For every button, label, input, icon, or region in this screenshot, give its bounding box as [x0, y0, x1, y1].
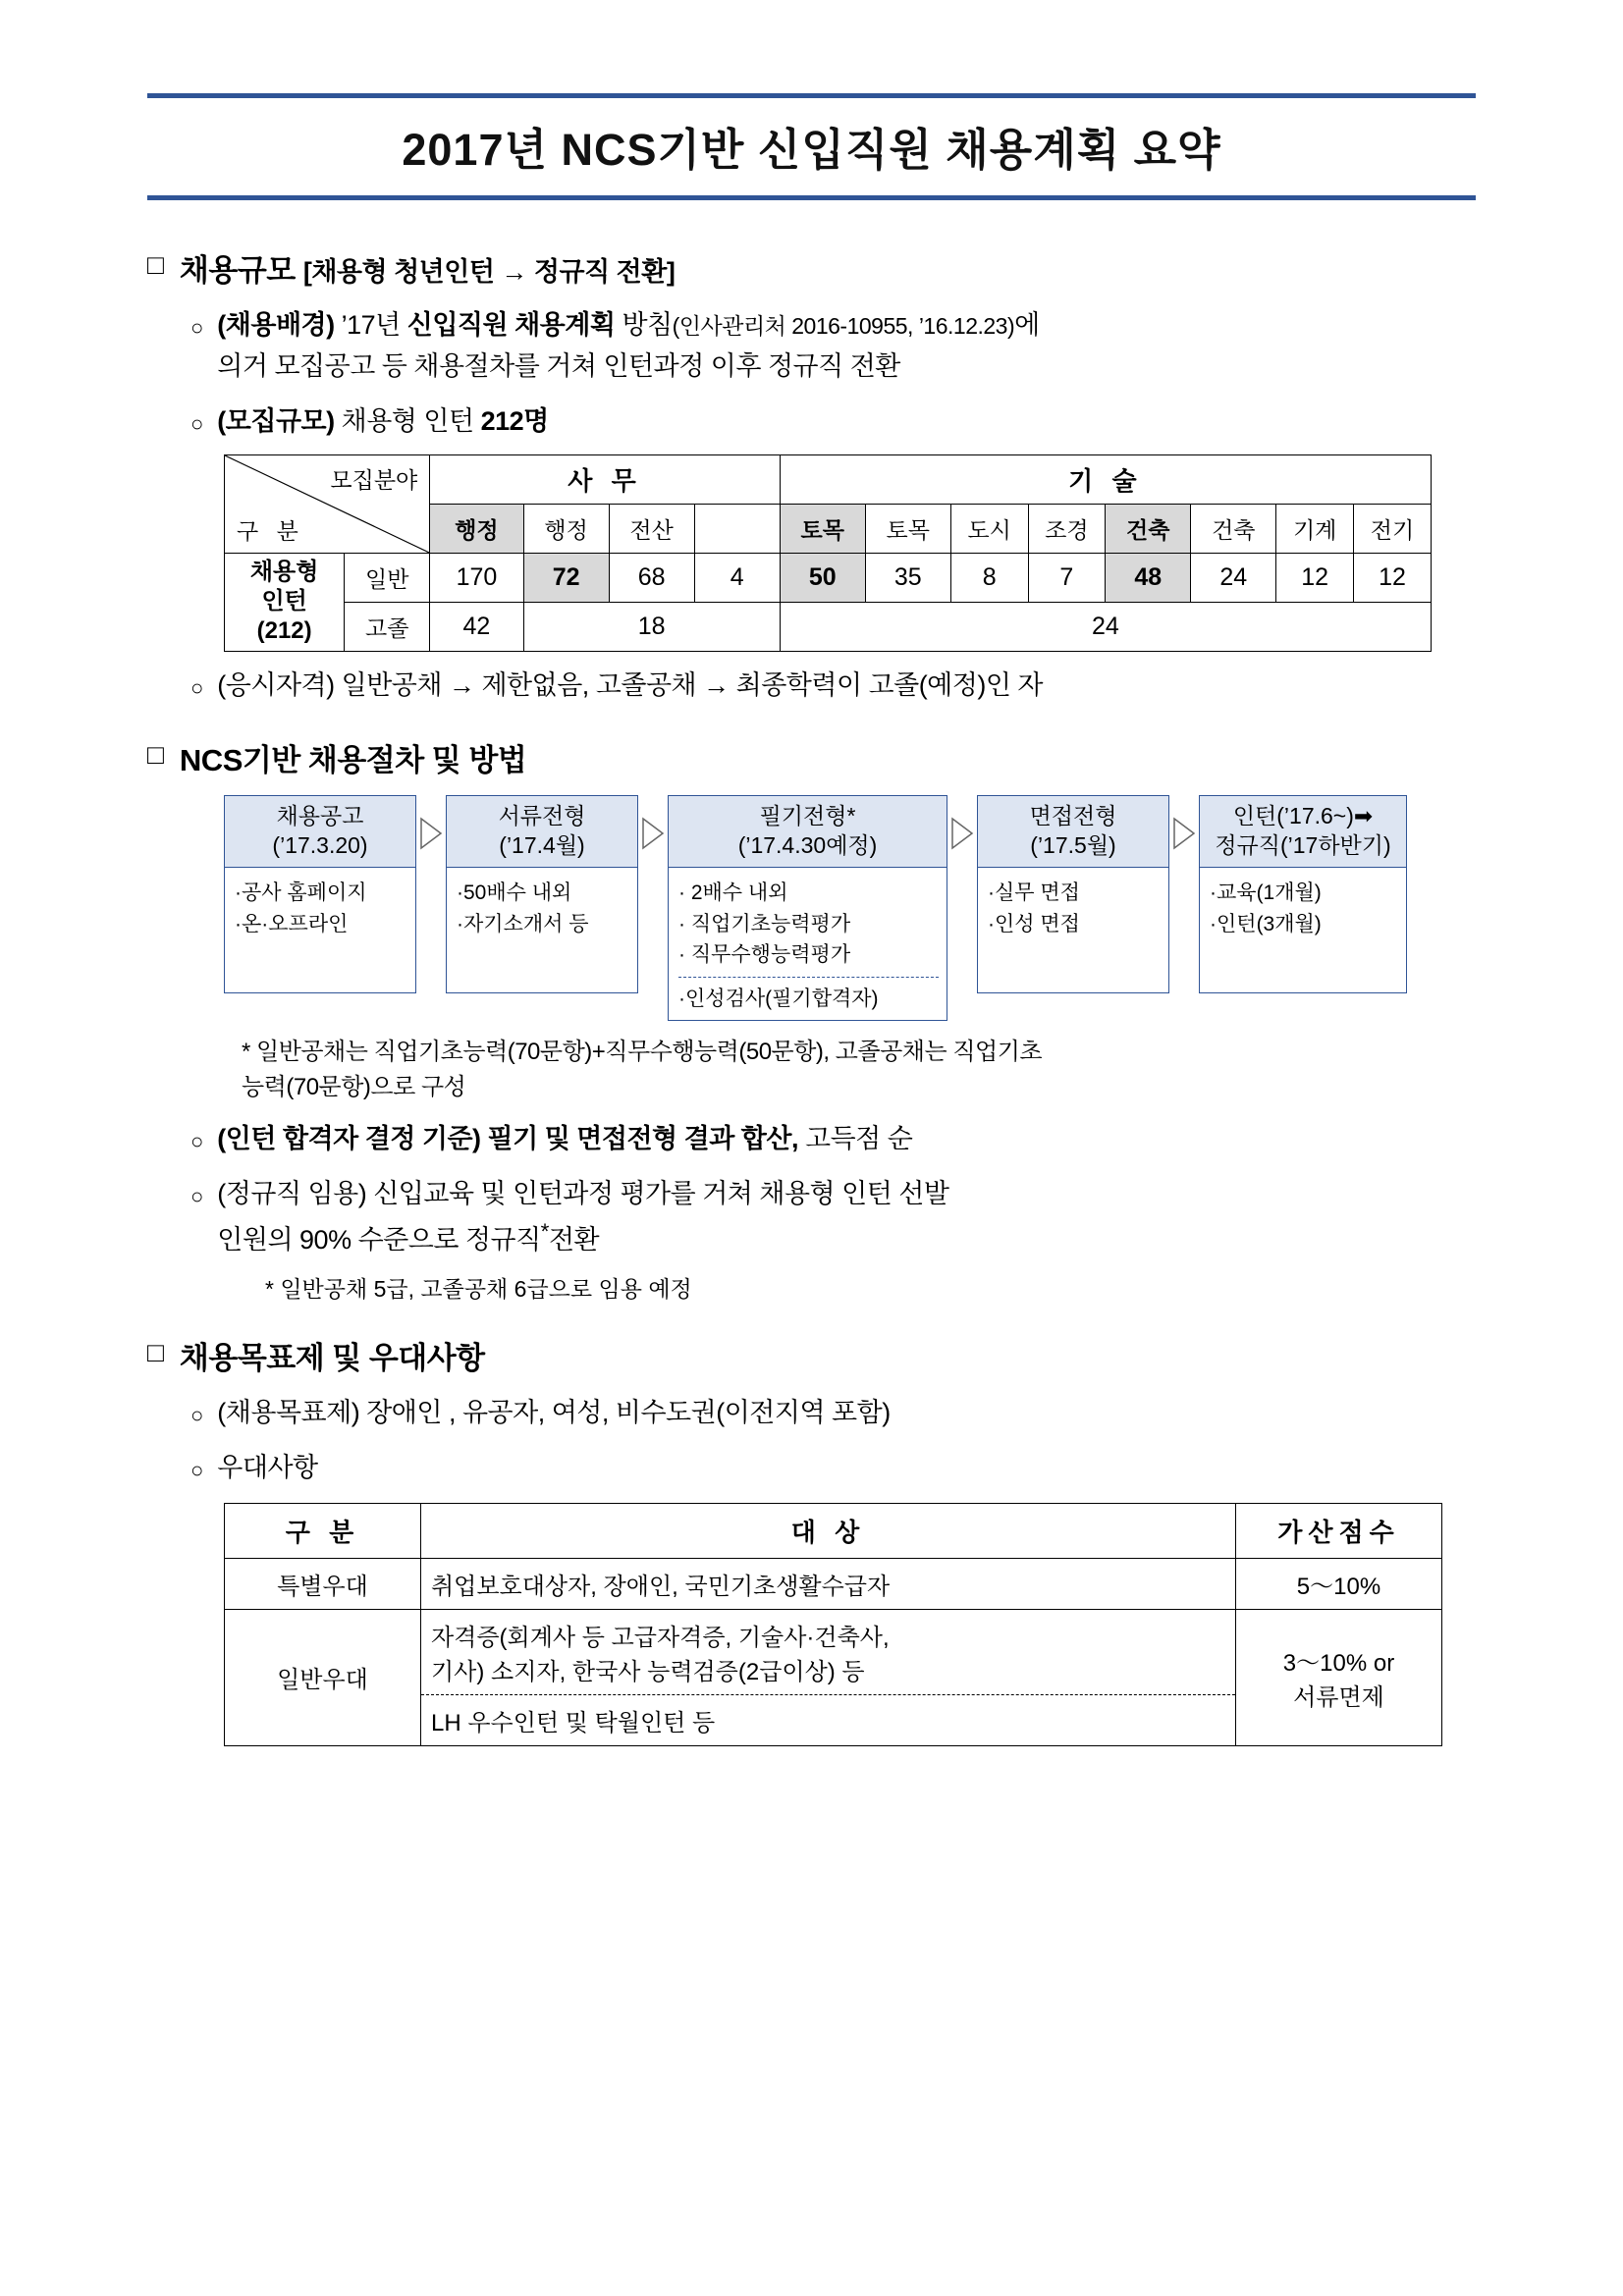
size-bold: 212명 [480, 405, 549, 436]
general-tech-0: 50 [780, 553, 865, 602]
flow-item: ·실무 면접 [988, 881, 1080, 905]
background-text-3: 에 [1014, 310, 1040, 340]
bullet-preference [190, 1448, 1476, 1489]
col-header-office-1: 행정 [523, 504, 609, 553]
general-office-1: 68 [609, 553, 694, 602]
circle-bullet-icon: ○ [190, 674, 204, 700]
group-header-tech: 기 술 [780, 454, 1431, 504]
row-label-line2: 인턴 [261, 588, 307, 615]
passcriteria-label: (인턴 합격자 결정 기준) [217, 1124, 481, 1154]
flow-item: ·교육(1개월) [1210, 881, 1322, 905]
bullet-recruit-size-text [217, 401, 548, 443]
appoint-text-3: 전환 [548, 1225, 600, 1255]
table-row [225, 1609, 1442, 1694]
col-header-office-spacer [694, 504, 780, 553]
flow-head-line2: (’17.4.30예정) [737, 832, 878, 859]
general-tech-6: 12 [1276, 553, 1354, 602]
flow-item: ·인성 면접 [988, 912, 1080, 935]
col-header-tech-2: 도시 [950, 504, 1028, 553]
general-tech-5: 24 [1191, 553, 1276, 602]
flow-step-written-test-header [668, 795, 947, 868]
appoint-text-1: 신입교육 및 인턴과정 평가를 거쳐 채용형 인턴 선발 [373, 1179, 949, 1209]
circle-bullet-icon: ○ [190, 1129, 204, 1154]
appoint-star: * [540, 1219, 549, 1245]
general-tech-3: 7 [1028, 553, 1106, 602]
flow-item-dashed: ·인성검사(필기합격자) [678, 977, 939, 1015]
flow-head-line2: (’17.3.20) [272, 832, 368, 859]
group-header-office: 사 무 [430, 454, 780, 504]
flow-head-line1: 서류전형 [498, 803, 586, 829]
square-bullet-icon: □ [147, 249, 164, 280]
table-preference [224, 1503, 1442, 1746]
corner-top-label: 모집분야 [330, 466, 418, 493]
table-row [225, 1558, 1442, 1609]
square-bullet-icon: □ [147, 739, 164, 771]
goal-label: (채용목표제) [217, 1397, 360, 1427]
flow-item: · 직업기초능력평가 [678, 912, 851, 935]
flow-step-announcement-header [224, 795, 416, 868]
circle-bullet-icon: ○ [190, 1457, 204, 1482]
general-office-2: 4 [694, 553, 780, 602]
table-row [225, 553, 1432, 602]
highschool-total: 42 [430, 602, 523, 651]
section-heading-goal [147, 1333, 1476, 1377]
flow-item: ·자기소개서 등 [457, 912, 589, 935]
page-title-text: 2017년 NCS기반 신입직원 채용계획 요약 [402, 125, 1221, 175]
bullet-background-text [217, 305, 1039, 388]
background-line2: 의거 모집공고 등 채용절차를 거쳐 인턴과정 이후 정규직 전환 [217, 350, 900, 381]
flow-item: · 2배수 내외 [678, 881, 788, 905]
table-corner-cell [225, 454, 430, 553]
section-heading-recruit-scale [147, 245, 1476, 290]
section-title-process: NCS기반 채용절차 및 방법 [179, 743, 527, 778]
pref-points-general-line1: 3～10% or [1282, 1649, 1395, 1677]
process-footnote [242, 1035, 1476, 1105]
flow-item: ·50배수 내외 [457, 881, 572, 905]
section-title-goal: 채용목표제 및 우대사항 [179, 1340, 485, 1375]
circle-bullet-icon: ○ [190, 315, 204, 340]
goal-text: 장애인 , 유공자, 여성, 비수도권(이전지역 포함) [366, 1397, 891, 1427]
bullet-goal-system [190, 1393, 1476, 1434]
general-office-0: 72 [523, 553, 609, 602]
section-heading-process [147, 735, 1476, 779]
size-text: 채용형 인턴 [341, 405, 474, 436]
size-label: (모집규모) [217, 405, 335, 436]
col-header-office-2: 전산 [609, 504, 694, 553]
table-row [225, 454, 1432, 504]
pref-category-special: 특별우대 [225, 1558, 421, 1609]
highschool-office-merged: 18 [523, 602, 780, 651]
section-subtitle-text: [채용형 청년인턴 → 정규직 전환] [302, 257, 676, 287]
row-label-line1: 채용형 [249, 559, 319, 586]
pref-target-general-2: LH 우수인턴 및 탁월인턴 등 [421, 1694, 1236, 1745]
circle-bullet-icon: ○ [190, 1402, 204, 1427]
flow-arrow-icon [947, 795, 977, 850]
table-recruit-scale [224, 454, 1432, 652]
section-title-text: 채용규모 [179, 253, 296, 288]
flow-arrow-icon [638, 795, 668, 850]
pref-target-general-line1: 자격증(회계사 등 고급자격증, 기술사·건축사, [431, 1624, 890, 1651]
pref-header-category: 구 분 [225, 1503, 421, 1558]
square-bullet-icon: □ [147, 1336, 164, 1367]
background-label: (채용배경) [217, 310, 335, 340]
bullet-background [190, 305, 1476, 388]
flow-head-line2: (’17.5월) [1030, 832, 1116, 859]
circle-bullet-icon: ○ [190, 410, 204, 436]
bullet-goal-system-text [217, 1393, 890, 1434]
flow-item: ·인턴(3개월) [1210, 912, 1322, 935]
flow-item: ·온·오프라인 [235, 912, 349, 935]
flow-step-announcement-body [224, 868, 416, 993]
bullet-appointment [190, 1174, 1476, 1261]
flow-step-interview [977, 795, 1169, 993]
highschool-tech-merged: 24 [780, 602, 1431, 651]
col-header-tech-6: 기계 [1276, 504, 1354, 553]
pref-header-target: 대 상 [421, 1503, 1236, 1558]
appointment-footnote: * 일반공채 5급, 고졸공채 6급으로 임용 예정 [265, 1275, 692, 1302]
flow-head-line1: 필기전형* [759, 803, 856, 829]
flow-step-document-screening-header [446, 795, 638, 868]
flow-head-line1: 면접전형 [1029, 803, 1117, 829]
flow-arrow-icon [1169, 795, 1199, 850]
flow-step-intern-to-fulltime-body [1199, 868, 1407, 993]
pref-points-general [1236, 1609, 1442, 1745]
process-footnote-line1: * 일반공채는 직업기초능력(70문항)+직무수행능력(50문항), 고졸공채는 직업기초 [242, 1039, 1043, 1066]
background-bold: 신입직원 채용계획 [406, 310, 616, 340]
col-header-tech-0: 토목 [780, 504, 865, 553]
flow-head-line1: 인턴(’17.6~)➡ [1232, 803, 1374, 829]
bullet-pass-criteria-text [217, 1119, 912, 1160]
bullet-qualification-text [217, 666, 1043, 707]
col-header-tech-5: 건축 [1191, 504, 1276, 553]
flow-step-interview-header [977, 795, 1169, 868]
flow-head-line2: 정규직(’17하반기) [1215, 832, 1391, 859]
general-tech-2: 8 [950, 553, 1028, 602]
pref-target-general-1 [421, 1609, 1236, 1694]
flow-item: ·공사 홈페이지 [235, 881, 367, 905]
flow-step-interview-body [977, 868, 1169, 993]
col-header-office-0: 행정 [430, 504, 523, 553]
corner-bottom-label: 구 분 [237, 517, 304, 544]
flow-head-line1: 채용공고 [276, 803, 364, 829]
flow-step-written-test [668, 795, 947, 1021]
flow-step-written-test-body [668, 868, 947, 1021]
pref-category-general: 일반우대 [225, 1609, 421, 1745]
passcriteria-text: 고득점 순 [804, 1124, 913, 1154]
background-small: (인사관리처 2016-10955, ’16.12.23) [672, 313, 1015, 339]
bullet-recruit-size [190, 401, 1476, 443]
appoint-text-2: 인원의 90% 수준으로 정규직 [217, 1225, 541, 1255]
general-total: 170 [430, 553, 523, 602]
pref-points-general-line2: 서류면제 [1293, 1683, 1384, 1711]
background-text-1: ’17년 [341, 310, 401, 340]
general-tech-7: 12 [1354, 553, 1432, 602]
col-header-tech-1: 토목 [865, 504, 950, 553]
row-label-intern [225, 553, 345, 651]
bullet-pass-criteria [190, 1119, 1476, 1160]
col-header-tech-7: 전기 [1354, 504, 1432, 553]
col-header-tech-3: 조경 [1028, 504, 1106, 553]
pref-points-special: 5～10% [1236, 1558, 1442, 1609]
section-title-recruit-scale [180, 245, 675, 290]
pref-target-general-line2: 기사) 소지자, 한국사 능력검증(2급이상) 등 [431, 1658, 865, 1685]
recruitment-process-flow [224, 795, 1476, 1021]
row-type-highschool: 고졸 [345, 602, 430, 651]
row-label-line3: (212) [256, 617, 312, 645]
flow-step-intern-to-fulltime [1199, 795, 1407, 993]
flow-step-document-screening-body [446, 868, 638, 993]
flow-head-line2: (’17.4월) [499, 832, 585, 859]
bullet-appointment-text [217, 1174, 948, 1261]
col-header-tech-4: 건축 [1106, 504, 1191, 553]
qualify-text: 일반공채 → 제한없음, 고졸공채 → 최종학력이 고졸(예정)인 자 [341, 669, 1044, 700]
flow-item: · 직무수행능력평가 [678, 943, 851, 967]
bullet-qualification [190, 666, 1476, 707]
flow-step-intern-to-fulltime-header [1199, 795, 1407, 868]
row-type-general: 일반 [345, 553, 430, 602]
flow-step-document-screening [446, 795, 638, 993]
general-tech-1: 35 [865, 553, 950, 602]
passcriteria-bold: 필기 및 면접전형 결과 합산, [487, 1124, 798, 1154]
table-row [225, 602, 1432, 651]
flow-step-announcement [224, 795, 416, 993]
process-footnote-line2: 능력(70문항)으로 구성 [242, 1074, 466, 1101]
preference-label: 우대사항 [217, 1452, 318, 1482]
general-tech-4: 48 [1106, 553, 1191, 602]
pref-target-special: 취업보호대상자, 장애인, 국민기초생활수급자 [421, 1558, 1236, 1609]
background-text-2: 방침 [622, 310, 673, 340]
appoint-label: (정규직 임용) [217, 1179, 367, 1209]
pref-header-points: 가산점수 [1236, 1503, 1442, 1558]
page-title [147, 93, 1476, 200]
flow-arrow-icon [416, 795, 446, 850]
qualify-label: (응시자격) [217, 669, 335, 700]
table-row [225, 1503, 1442, 1558]
circle-bullet-icon: ○ [190, 1184, 204, 1209]
